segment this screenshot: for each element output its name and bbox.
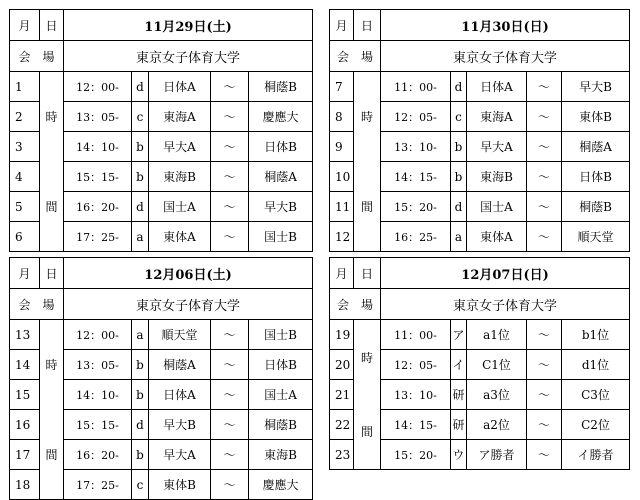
home-team: 東海A bbox=[149, 102, 211, 132]
time-label bbox=[40, 72, 64, 252]
start-time: 11：00- bbox=[381, 72, 451, 102]
time-label bbox=[40, 320, 64, 500]
match-number: 16 bbox=[10, 410, 40, 440]
court: d bbox=[132, 72, 149, 102]
away-team: 慶應大 bbox=[249, 470, 313, 500]
schedule-table-dec06 bbox=[9, 257, 313, 500]
start-time: 16：25- bbox=[381, 222, 451, 252]
away-team: 日体B bbox=[562, 162, 630, 192]
home-team: 日体A bbox=[467, 72, 527, 102]
match-number: 5 bbox=[10, 192, 40, 222]
versus-sep: ～ bbox=[211, 470, 249, 500]
home-team: 東体A bbox=[149, 222, 211, 252]
match-number: 7 bbox=[330, 72, 354, 102]
match-number: 19 bbox=[330, 320, 354, 350]
start-time: 17：25- bbox=[64, 470, 132, 500]
away-team: 桐蔭B bbox=[249, 410, 313, 440]
court: イ bbox=[451, 350, 467, 380]
home-team: ア勝者 bbox=[467, 440, 527, 470]
court: d bbox=[451, 192, 467, 222]
start-time: 15：15- bbox=[64, 162, 132, 192]
versus-sep: ～ bbox=[527, 222, 562, 252]
away-team: 東体B bbox=[562, 102, 630, 132]
match-number: 1 bbox=[10, 72, 40, 102]
away-team: 東海B bbox=[249, 440, 313, 470]
time-label bbox=[354, 320, 381, 470]
home-team: 早大A bbox=[149, 132, 211, 162]
match-number: 14 bbox=[10, 350, 40, 380]
table-row bbox=[10, 72, 313, 102]
start-time: 12：00- bbox=[64, 320, 132, 350]
match-number: 13 bbox=[10, 320, 40, 350]
match-number: 15 bbox=[10, 380, 40, 410]
venue-label: 会 場 bbox=[10, 41, 64, 72]
start-time: 12：05- bbox=[381, 350, 451, 380]
time-label-char: 間 bbox=[360, 199, 373, 214]
match-number: 11 bbox=[330, 192, 354, 222]
time-label bbox=[354, 72, 381, 252]
home-team: a3位 bbox=[467, 380, 527, 410]
court: c bbox=[132, 102, 149, 132]
versus-sep: ～ bbox=[211, 162, 249, 192]
court: c bbox=[451, 102, 467, 132]
home-team: 東体B bbox=[149, 470, 211, 500]
versus-sep: ～ bbox=[211, 350, 249, 380]
home-team: 順天堂 bbox=[149, 320, 211, 350]
start-time: 17：25- bbox=[64, 222, 132, 252]
day-label: 日 bbox=[354, 258, 381, 289]
away-team: b1位 bbox=[562, 320, 630, 350]
home-team: 東海B bbox=[149, 162, 211, 192]
versus-sep: ～ bbox=[211, 320, 249, 350]
start-time: 16：20- bbox=[64, 440, 132, 470]
start-time: 15：20- bbox=[381, 440, 451, 470]
court: ア bbox=[451, 320, 467, 350]
court: b bbox=[132, 162, 149, 192]
home-team: 早大B bbox=[149, 410, 211, 440]
month-label: 月 bbox=[10, 10, 40, 41]
versus-sep: ～ bbox=[527, 192, 562, 222]
court: b bbox=[132, 350, 149, 380]
date-header: 11月29日(土) bbox=[64, 10, 313, 41]
court: d bbox=[132, 192, 149, 222]
versus-sep: ～ bbox=[211, 440, 249, 470]
home-team: 東海B bbox=[467, 162, 527, 192]
schedule-table-nov30 bbox=[329, 9, 630, 252]
away-team: 早大B bbox=[562, 72, 630, 102]
start-time: 16：20- bbox=[64, 192, 132, 222]
versus-sep: ～ bbox=[211, 222, 249, 252]
court: a bbox=[132, 222, 149, 252]
time-label-char: 時 bbox=[45, 110, 58, 125]
match-number: 18 bbox=[10, 470, 40, 500]
versus-sep: ～ bbox=[211, 410, 249, 440]
away-team: 桐蔭A bbox=[249, 162, 313, 192]
date-header: 11月30日(日) bbox=[381, 10, 630, 41]
match-number: 3 bbox=[10, 132, 40, 162]
match-number: 21 bbox=[330, 380, 354, 410]
away-team: d1位 bbox=[562, 350, 630, 380]
away-team: C2位 bbox=[562, 410, 630, 440]
venue-name: 東京女子体育大学 bbox=[381, 41, 630, 72]
match-number: 10 bbox=[330, 162, 354, 192]
time-label-char: 時 bbox=[360, 350, 373, 365]
court: b bbox=[132, 380, 149, 410]
match-number: 17 bbox=[10, 440, 40, 470]
home-team: 早大A bbox=[149, 440, 211, 470]
versus-sep: ～ bbox=[527, 350, 562, 380]
home-team: 国士A bbox=[149, 192, 211, 222]
date-header: 12月06日(土) bbox=[64, 258, 313, 289]
versus-sep: ～ bbox=[211, 192, 249, 222]
venue-label: 会 場 bbox=[330, 289, 381, 320]
match-number: 4 bbox=[10, 162, 40, 192]
versus-sep: ～ bbox=[211, 132, 249, 162]
schedule-table-dec07 bbox=[329, 257, 630, 470]
start-time: 11：00- bbox=[381, 320, 451, 350]
start-time: 13：10- bbox=[381, 380, 451, 410]
day-label: 日 bbox=[40, 10, 64, 41]
home-team: 桐蔭A bbox=[149, 350, 211, 380]
court: b bbox=[132, 440, 149, 470]
match-number: 8 bbox=[330, 102, 354, 132]
time-label-char: 時 bbox=[45, 358, 58, 373]
start-time: 14：15- bbox=[381, 410, 451, 440]
start-time: 15：20- bbox=[381, 192, 451, 222]
versus-sep: ～ bbox=[527, 440, 562, 470]
away-team: 桐蔭B bbox=[249, 72, 313, 102]
month-label: 月 bbox=[330, 258, 354, 289]
versus-sep: ～ bbox=[527, 72, 562, 102]
start-time: 13：05- bbox=[64, 350, 132, 380]
versus-sep: ～ bbox=[527, 102, 562, 132]
home-team: 東海A bbox=[467, 102, 527, 132]
table-row bbox=[330, 320, 630, 350]
home-team: C1位 bbox=[467, 350, 527, 380]
away-team: 桐蔭A bbox=[562, 132, 630, 162]
schedule-table-nov29 bbox=[9, 9, 313, 252]
start-time: 14：10- bbox=[64, 132, 132, 162]
away-team: 日体B bbox=[249, 132, 313, 162]
match-number: 22 bbox=[330, 410, 354, 440]
court: d bbox=[132, 410, 149, 440]
away-team: 国士B bbox=[249, 320, 313, 350]
away-team: 桐蔭B bbox=[562, 192, 630, 222]
home-team: 日体A bbox=[149, 380, 211, 410]
court: b bbox=[132, 132, 149, 162]
home-team: 日体A bbox=[149, 72, 211, 102]
court: a bbox=[132, 320, 149, 350]
time-label-char: 間 bbox=[45, 199, 58, 214]
versus-sep: ～ bbox=[211, 380, 249, 410]
court: a bbox=[451, 222, 467, 252]
match-number: 9 bbox=[330, 132, 354, 162]
start-time: 12：00- bbox=[64, 72, 132, 102]
away-team: 国士A bbox=[249, 380, 313, 410]
versus-sep: ～ bbox=[527, 380, 562, 410]
day-label: 日 bbox=[40, 258, 64, 289]
time-label-char: 時 bbox=[360, 110, 373, 125]
court: b bbox=[451, 162, 467, 192]
court: b bbox=[451, 132, 467, 162]
start-time: 14：10- bbox=[64, 380, 132, 410]
match-number: 6 bbox=[10, 222, 40, 252]
venue-name: 東京女子体育大学 bbox=[381, 289, 630, 320]
away-team: 国士B bbox=[249, 222, 313, 252]
home-team: 東体A bbox=[467, 222, 527, 252]
match-number: 20 bbox=[330, 350, 354, 380]
month-label: 月 bbox=[10, 258, 40, 289]
court: c bbox=[132, 470, 149, 500]
start-time: 13：05- bbox=[64, 102, 132, 132]
home-team: a2位 bbox=[467, 410, 527, 440]
versus-sep: ～ bbox=[527, 410, 562, 440]
month-label: 月 bbox=[330, 10, 354, 41]
date-header: 12月07日(日) bbox=[381, 258, 630, 289]
start-time: 14：15- bbox=[381, 162, 451, 192]
start-time: 15：15- bbox=[64, 410, 132, 440]
versus-sep: ～ bbox=[527, 162, 562, 192]
court: d bbox=[451, 72, 467, 102]
away-team: 順天堂 bbox=[562, 222, 630, 252]
start-time: 12：05- bbox=[381, 102, 451, 132]
start-time: 13：10- bbox=[381, 132, 451, 162]
table-row bbox=[330, 72, 630, 102]
home-team: 国士A bbox=[467, 192, 527, 222]
venue-name: 東京女子体育大学 bbox=[64, 41, 313, 72]
venue-label: 会 場 bbox=[10, 289, 64, 320]
away-team: 早大B bbox=[249, 192, 313, 222]
court: ウ bbox=[451, 440, 467, 470]
home-team: 早大A bbox=[467, 132, 527, 162]
versus-sep: ～ bbox=[527, 320, 562, 350]
venue-name: 東京女子体育大学 bbox=[64, 289, 313, 320]
court: 研 bbox=[451, 410, 467, 440]
away-team: 慶應大 bbox=[249, 102, 313, 132]
day-label: 日 bbox=[354, 10, 381, 41]
match-number: 2 bbox=[10, 102, 40, 132]
time-label-char: 間 bbox=[360, 425, 373, 440]
versus-sep: ～ bbox=[211, 102, 249, 132]
away-team: 日体B bbox=[249, 350, 313, 380]
match-number: 12 bbox=[330, 222, 354, 252]
home-team: a1位 bbox=[467, 320, 527, 350]
match-number: 23 bbox=[330, 440, 354, 470]
away-team: C3位 bbox=[562, 380, 630, 410]
versus-sep: ～ bbox=[211, 72, 249, 102]
court: 研 bbox=[451, 380, 467, 410]
table-row bbox=[10, 320, 313, 350]
time-label-char: 間 bbox=[45, 447, 58, 462]
away-team: イ勝者 bbox=[562, 440, 630, 470]
versus-sep: ～ bbox=[527, 132, 562, 162]
venue-label: 会 場 bbox=[330, 41, 381, 72]
